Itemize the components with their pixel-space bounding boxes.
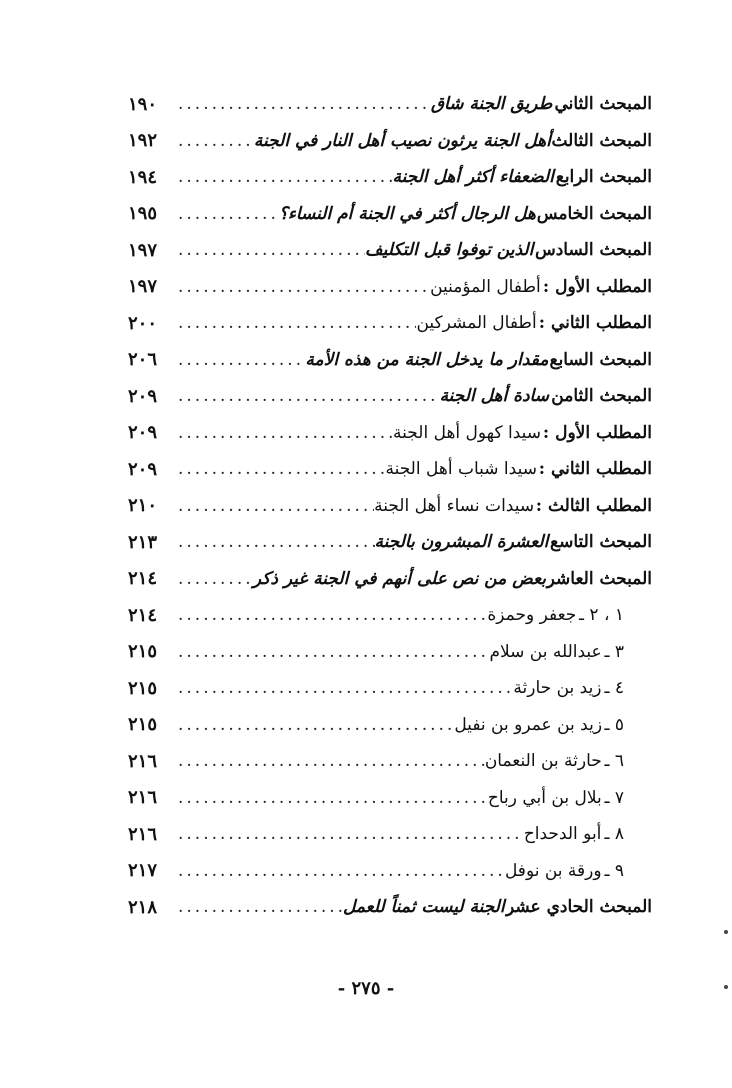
entry-label: المبحث السادس [534, 240, 652, 261]
toc-entry [128, 597, 652, 634]
entry-label: ٣ ـ [604, 641, 624, 662]
leader-dots [172, 94, 431, 114]
entry-label: المبحث الثامن [551, 386, 652, 407]
toc-entry [128, 232, 652, 269]
toc-entry [128, 86, 652, 123]
leader-dots [172, 569, 253, 589]
leader-dots [172, 897, 343, 917]
leader-dots [172, 386, 440, 406]
entry-title: أطفال المشركين [416, 313, 537, 334]
toc-entry [128, 634, 652, 671]
entry-label: ٧ ـ [604, 787, 624, 808]
entry-page-number: ٢١٦ [128, 787, 158, 809]
entry-title: مقدار ما يدخل الجنة من هذه الأمة [305, 349, 549, 370]
entry-page-number: ١٩٢ [128, 130, 158, 152]
toc-entry [128, 159, 652, 196]
entry-page-number: ٢٠٩ [128, 385, 158, 407]
entry-label: ٦ ـ [604, 751, 624, 772]
entry-label: المبحث السابع [549, 349, 652, 370]
entry-label: المبحث الثاني [554, 94, 652, 115]
toc-entry [128, 342, 652, 379]
leader-dots [172, 605, 487, 625]
entry-title: جعفر وحمزة [487, 605, 577, 626]
entry-page-number: ٢٠٠ [128, 312, 158, 334]
leader-dots [172, 204, 279, 224]
entry-title: زيد بن عمرو بن نفيل [454, 714, 603, 735]
entry-title: هل الرجال أكثر في الجنة أم النساء؟ [278, 203, 536, 224]
entry-page-number: ٢١٨ [128, 896, 158, 918]
leader-dots [172, 642, 489, 662]
entry-label: المطلب الثاني : [538, 313, 652, 334]
entry-page-number: ٢٠٦ [128, 349, 158, 371]
page-number-footer: - ٢٧٥ - [337, 978, 395, 999]
entry-page-number: ٢١٤ [128, 604, 158, 626]
entry-title: زيد بن حارثة [513, 678, 602, 699]
entry-title: ورقة بن نوفل [504, 860, 602, 881]
entry-page-number: ١٩٤ [128, 166, 158, 188]
leader-dots [172, 459, 385, 479]
leader-dots [172, 678, 513, 698]
entry-label: المبحث الخامس [536, 203, 652, 224]
leader-dots [172, 240, 365, 260]
scan-speck [724, 930, 728, 934]
leader-dots [172, 496, 374, 516]
entry-title: طريق الجنة شاق [430, 94, 553, 115]
entry-title: سيدا كهول أهل الجنة [393, 422, 542, 443]
entry-title: حارثة بن النعمان [484, 751, 602, 772]
entry-label: المبحث العاشر [546, 568, 652, 589]
leader-dots [172, 313, 416, 333]
entry-label: ٤ ـ [604, 678, 624, 699]
leader-dots [172, 532, 375, 552]
toc-entry [128, 524, 652, 561]
leader-dots [172, 350, 305, 370]
leader-dots [172, 788, 488, 808]
leader-dots [172, 751, 485, 771]
toc-entry [128, 816, 652, 853]
entry-page-number: ٢٠٩ [128, 458, 158, 480]
leader-dots [172, 131, 254, 151]
scan-speck [724, 985, 728, 989]
toc-entry [128, 123, 652, 160]
entry-label: ١ ، ٢ ـ [579, 605, 624, 626]
toc-entry [128, 196, 652, 233]
entry-page-number: ١٩٧ [128, 276, 158, 298]
entry-title: أهل الجنة يرثون نصيب أهل النار في الجنة [253, 130, 551, 151]
entry-page-number: ٢١٥ [128, 714, 158, 736]
entry-page-number: ١٩٠ [128, 93, 158, 115]
entry-label: المبحث الثالث [551, 130, 652, 151]
toc-entry [128, 707, 652, 744]
leader-dots [172, 715, 454, 735]
entry-page-number: ٢١٦ [128, 823, 158, 845]
toc-entry [128, 889, 652, 926]
toc-entry [128, 670, 652, 707]
entry-label: ٨ ـ [604, 824, 624, 845]
entry-label: المبحث التاسع [550, 532, 652, 553]
entry-title: أطفال المؤمنين [430, 276, 541, 297]
entry-label: ٩ ـ [604, 860, 624, 881]
entry-page-number: ٢١٧ [128, 860, 158, 882]
entry-page-number: ٢١٦ [128, 750, 158, 772]
toc-entry [128, 488, 652, 525]
entry-page-number: ٢١٥ [128, 677, 158, 699]
table-of-contents [128, 86, 652, 926]
entry-title: الجنة ليست ثمناً للعمل [342, 897, 505, 918]
leader-dots [172, 277, 430, 297]
entry-page-number: ٢٠٩ [128, 422, 158, 444]
entry-page-number: ٢١٠ [128, 495, 158, 517]
toc-entry [128, 561, 652, 598]
leader-dots [172, 167, 393, 187]
entry-title: الذين توفوا قبل التكليف [365, 240, 534, 261]
leader-dots [172, 861, 505, 881]
entry-label: المطلب الثالث : [535, 495, 652, 516]
entry-label: المطلب الأول : [542, 276, 652, 297]
toc-entry [128, 415, 652, 452]
toc-entry [128, 269, 652, 306]
entry-page-number: ٢١٥ [128, 641, 158, 663]
entry-title: سادة أهل الجنة [439, 386, 549, 407]
entry-title: العشرة المبشرون بالجنة [374, 532, 549, 553]
entry-label: المطلب الأول : [542, 422, 652, 443]
entry-title: بلال بن أبي رباح [487, 787, 602, 808]
entry-title: عبدالله بن سلام [489, 641, 602, 662]
entry-label: المطلب الثاني : [538, 459, 652, 480]
entry-label: المبحث الحادي عشر [506, 897, 652, 918]
entry-page-number: ١٩٥ [128, 203, 158, 225]
entry-label: المبحث الرابع [555, 167, 652, 188]
leader-dots [172, 824, 524, 844]
entry-page-number: ٢١٤ [128, 568, 158, 590]
entry-title: سيدا شباب أهل الجنة [385, 459, 537, 480]
entry-label: ٥ ـ [604, 714, 624, 735]
toc-entry [128, 451, 652, 488]
entry-title: بعض من نص على أنهم في الجنة غير ذكر [252, 568, 547, 589]
toc-entry [128, 378, 652, 415]
entry-title: سيدات نساء أهل الجنة [374, 495, 535, 516]
toc-entry [128, 853, 652, 890]
entry-title: الضعفاء أكثر أهل الجنة [392, 167, 554, 188]
entry-page-number: ٢١٣ [128, 531, 158, 553]
leader-dots [172, 423, 393, 443]
entry-title: أبو الدحداح [523, 824, 602, 845]
toc-entry [128, 743, 652, 780]
toc-entry [128, 780, 652, 817]
toc-entry [128, 305, 652, 342]
entry-page-number: ١٩٧ [128, 239, 158, 261]
